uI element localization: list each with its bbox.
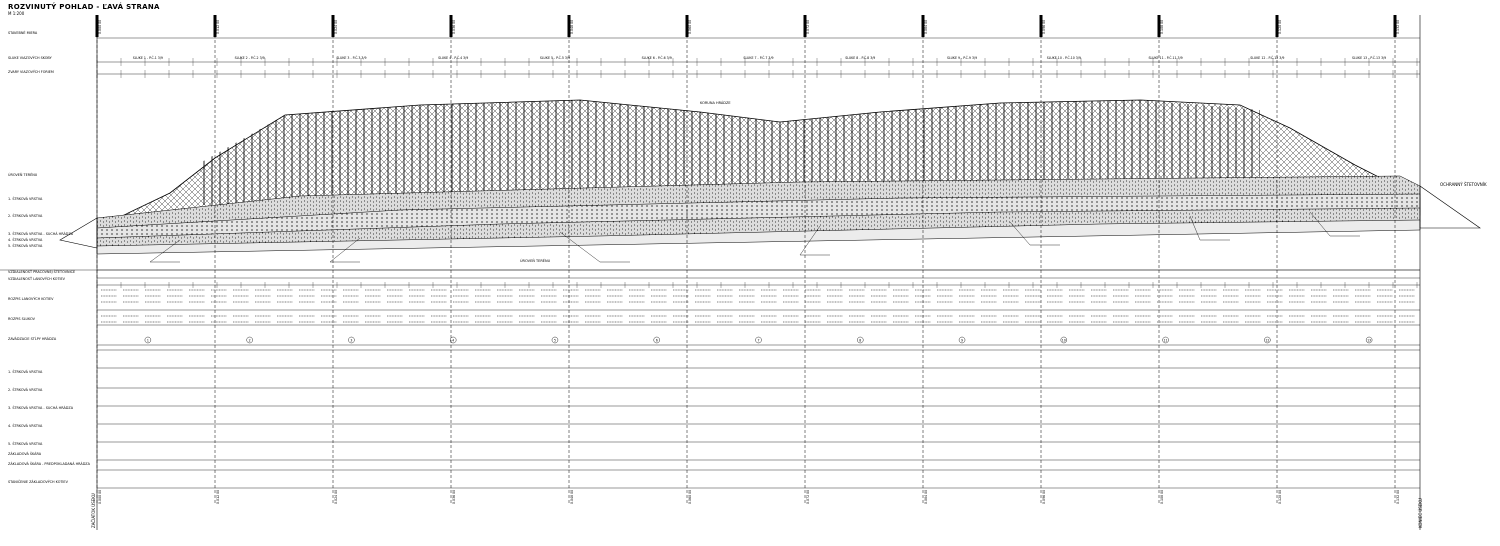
bottom-row-label: ZÁKLADOVÁ ŠKÁRA - PREDPOKLADANÁ HRÁDZA (8, 462, 90, 466)
segment-number: 7 (757, 338, 760, 343)
station-label-bottom: 0.120 00 (1278, 489, 1282, 504)
station-label-top: 0.036 00 (452, 19, 456, 34)
right-end-label: KONIEC ÚSEKU (1418, 498, 1423, 528)
station-label-top: 0.012 00 (216, 19, 220, 34)
segment-top-label: SLUKE 9 - P.Č.9 3/9 (946, 56, 978, 60)
drawing-scale: M 1:200 (8, 11, 25, 16)
segment-number: 10 (1061, 338, 1066, 343)
segment-top-label: SLUKE 13 - P.Č.13 3/9 (1352, 56, 1387, 60)
station-label-top: 0.108 00 (1160, 19, 1164, 34)
bottom-row-label: STANIČENIE ZÁKLADOVÝCH KOTIEV (8, 480, 68, 484)
station-label-bottom: 0.048 00 (570, 489, 574, 504)
station-label-bottom: 0.036 00 (452, 489, 456, 504)
top-dimension-labels (133, 55, 1386, 60)
station-label-top: 0.072 00 (806, 19, 810, 34)
left-row-label: 1. ŠTRKOVÁ VRSTVA (8, 197, 43, 201)
segment-number: 8 (859, 338, 862, 343)
segment-top-label: SLUKE 12 - P.Č.12 3/9 (1250, 56, 1285, 60)
segment-number: 2 (248, 338, 251, 343)
station-label-bottom: 0.084 00 (924, 489, 928, 504)
station-label-bottom: 0.000 00 (98, 489, 102, 504)
segment-top-label: SLUKE 6 - P.Č.6 3/9 (641, 56, 672, 60)
left-row-label: ÚROVEŇ TERÉNU (8, 173, 38, 177)
station-label-bottom: 0.072 00 (806, 489, 810, 504)
left-row-label: SLUKE VIAZOVÝCH SKOBY (8, 56, 52, 60)
station-label-bottom: 0.024 00 (334, 489, 338, 504)
bottom-row-label: 4. ŠTRKOVÁ VRSTVA (8, 424, 43, 428)
station-label-bottom: 0.096 00 (1042, 489, 1046, 504)
station-label-top: 0.024 00 (334, 19, 338, 34)
station-label-top: 0.120 00 (1278, 19, 1282, 34)
station-label-top: 0.084 00 (924, 19, 928, 34)
station-label-bottom: 0.108 00 (1160, 489, 1164, 504)
right-slope (1420, 186, 1480, 228)
segment-top-label: SLUKE 11 - P.Č.11 3/9 (1148, 56, 1183, 60)
segment-number: 11 (1163, 338, 1168, 343)
segment-top-label: SLUKE 8 - P.Č.8 3/9 (845, 56, 876, 60)
left-row-label: VZDIALENOSŤ PRACOVNEJ ŠTETOVNICE (8, 270, 76, 274)
segment-number: 4 (452, 338, 455, 343)
segment-top-label: SLUKE 10 - P.Č.10 3/9 (1046, 56, 1081, 60)
segment-number: 1 (146, 338, 149, 343)
left-row-label: 5. ŠTRKOVÁ VRSTVA (8, 244, 43, 248)
segment-markers (145, 337, 1372, 343)
station-label-top: 0.048 00 (570, 19, 574, 34)
segment-top-label: SLUKE 3 - P.Č.3 3/9 (336, 56, 367, 60)
segment-top-label: SLUKE 7 - P.Č.7 3/9 (743, 56, 774, 60)
station-label-top: 0.096 00 (1042, 19, 1046, 34)
segment-top-label: SLUKE 5 - P.Č.5 3/9 (539, 56, 571, 60)
segment-number: 12 (1265, 338, 1270, 343)
crest-note: KORUNA HRÁDZE (700, 101, 731, 105)
right-callout: OCHRANNÝ ŠTETOVNÍK (1440, 182, 1487, 187)
static-linework (0, 15, 1420, 530)
left-row-label: VZDIALENOSŤ LANOVÝCH KOTIEV (8, 277, 65, 281)
left-row-labels (8, 30, 91, 484)
station-label-top: 0.000 00 (98, 19, 102, 34)
station-label-top: 0.060 00 (688, 19, 692, 34)
station-label-bottom: 0.060 00 (688, 489, 692, 504)
segment-number: 3 (350, 338, 353, 343)
segment-top-label: SLUKE 1 - P.Č.1 3/9 (132, 56, 163, 60)
left-row-label: ZVARY VIAZOVÝCH FORIEM (8, 70, 54, 74)
left-end-label: ZAČIATOK ÚSEKU (91, 493, 96, 528)
station-label-top: 0.132 00 (1396, 19, 1400, 34)
left-row-label: ROZPIS LANOVÝCH KOTIEV (8, 297, 54, 301)
bottom-row-label: 1. ŠTRKOVÁ VRSTVA (8, 370, 43, 374)
segment-number: 9 (961, 338, 964, 343)
left-row-label: ZAVÁDZACIE STĹPY HRÁDZA (8, 337, 57, 341)
station-label-bottom: 0.012 00 (216, 489, 220, 504)
left-row-label: 3. ŠTRKOVÁ VRSTVA - SUCHÁ HRÁDZA (8, 232, 74, 236)
drawing-title: ROZVINUTÝ POHLAD - ĽAVÁ STRANA (8, 3, 160, 11)
left-row-label: ROZPIS SLUKOV (8, 317, 35, 321)
bottom-row-label: 2. ŠTRKOVÁ VRSTVA (8, 388, 43, 392)
segment-number: 6 (655, 338, 658, 343)
bottom-row-label: ZÁKLADOVÁ ŠKÁRA (8, 452, 42, 456)
left-row-label: STAVEBNÉ MIERA (8, 31, 38, 35)
station-label-bottom: 0.132 00 (1396, 489, 1400, 504)
segment-top-label: SLUKE 4 - P.Č.4 3/9 (438, 56, 469, 60)
left-row-label: 2. ŠTRKOVÁ VRSTVA (8, 214, 43, 218)
segment-number: 5 (553, 338, 556, 343)
segment-top-label: SLUKE 2 - P.Č.2 3/9 (234, 56, 265, 60)
left-row-label: 4. ŠTRKOVÁ VRSTVA (8, 238, 43, 242)
bottom-row-label: 5. ŠTRKOVÁ VRSTVA (8, 442, 43, 446)
segment-number: 13 (1367, 338, 1372, 343)
bottom-row-label: 3. ŠTRKOVÁ VRSTVA - SUCHÁ HRÁDZA (8, 406, 74, 410)
station-labels (98, 20, 1400, 504)
mid-callout: ÚROVEŇ TERÉNU (520, 259, 551, 263)
